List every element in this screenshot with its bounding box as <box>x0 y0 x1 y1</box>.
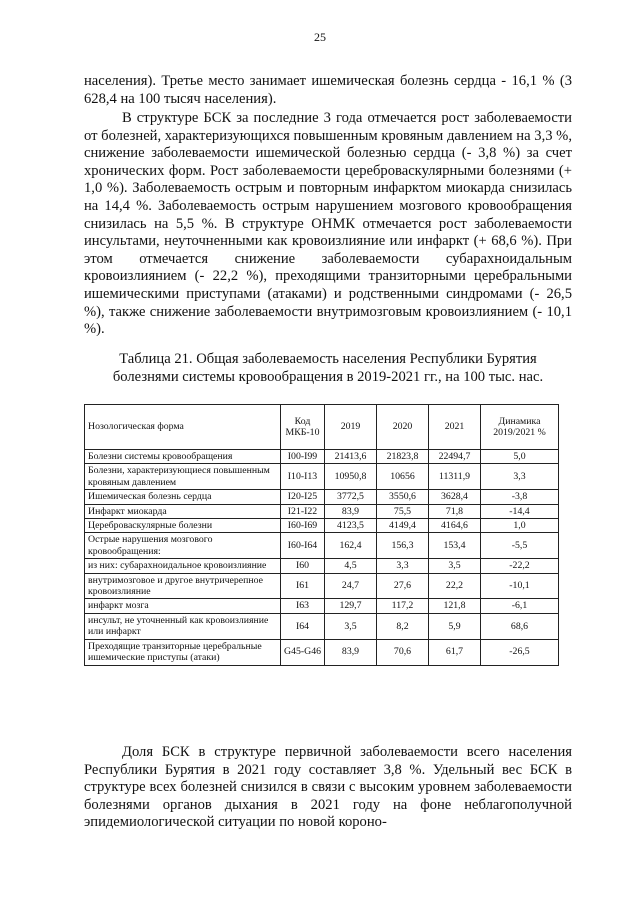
cell-2020: 3550,6 <box>377 490 429 504</box>
cell-dynamics: 68,6 <box>481 613 559 639</box>
cell-2020: 156,3 <box>377 533 429 559</box>
morbidity-table <box>84 404 559 666</box>
table-row <box>85 490 559 504</box>
cell-nosology: из них: субарахноидальное кровоизлияние <box>85 559 281 573</box>
table-row <box>85 533 559 559</box>
table-row <box>85 504 559 518</box>
cell-nosology: Ишемическая болезнь сердца <box>85 490 281 504</box>
header-2019: 2019 <box>325 405 377 450</box>
cell-nosology: Инфаркт миокарда <box>85 504 281 518</box>
cell-icd-code: I20-I25 <box>281 490 325 504</box>
cell-dynamics: -10,1 <box>481 573 559 599</box>
table-caption-line-1: Таблица 21. Общая заболеваемость населения Республики Бурятия <box>119 351 537 367</box>
cell-nosology: инсульт, не уточненный как кровоизлияние или инфаркт <box>85 613 281 639</box>
paragraph-bsk-share: Доля БСК в структуре первичной заболеваемости всего населения Республики Бурятия в 2021 году составляет 3,8 %. Удельный вес БСК в структуре всех болезней снизился в связи с высоким уровнем заболеваемости болезнями органов дыхания в 2021 году на фоне неблагополучной эпидемиологической ситуации по новой короно- <box>84 744 572 831</box>
cell-2019: 3,5 <box>325 613 377 639</box>
cell-2020: 4149,4 <box>377 519 429 533</box>
cell-2020: 75,5 <box>377 504 429 518</box>
cell-nosology: внутримозговое и другое внутричерепное кровоизлияние <box>85 573 281 599</box>
cell-dynamics: -5,5 <box>481 533 559 559</box>
cell-2021: 22,2 <box>429 573 481 599</box>
header-2021: 2021 <box>429 405 481 450</box>
cell-2020: 117,2 <box>377 599 429 613</box>
cell-dynamics: 3,3 <box>481 464 559 490</box>
cell-dynamics: -14,4 <box>481 504 559 518</box>
paragraph-intro: населения). Третье место занимает ишемическая болезнь сердца - 16,1 % (3 628,4 на 100 тысяч населения). <box>84 73 572 107</box>
cell-nosology: Преходящие транзиторные церебральные ишемические приступы (атаки) <box>85 639 281 665</box>
table-row <box>85 639 559 665</box>
cell-icd-code: I60-I69 <box>281 519 325 533</box>
cell-2021: 4164,6 <box>429 519 481 533</box>
cell-dynamics: 5,0 <box>481 450 559 464</box>
table-caption <box>84 351 572 386</box>
cell-2020: 8,2 <box>377 613 429 639</box>
cell-2019: 83,9 <box>325 504 377 518</box>
cell-dynamics: -26,5 <box>481 639 559 665</box>
table-header-row <box>85 405 559 450</box>
header-dynamics: Динамика 2019/2021 % <box>481 405 559 450</box>
table-row <box>85 450 559 464</box>
cell-icd-code: I00-I99 <box>281 450 325 464</box>
cell-dynamics: -6,1 <box>481 599 559 613</box>
table-row <box>85 573 559 599</box>
table-row <box>85 613 559 639</box>
cell-icd-code: I64 <box>281 613 325 639</box>
cell-icd-code: I60-I64 <box>281 533 325 559</box>
cell-nosology: инфаркт мозга <box>85 599 281 613</box>
cell-nosology: Цереброваскулярные болезни <box>85 519 281 533</box>
cell-2021: 3,5 <box>429 559 481 573</box>
cell-2020: 21823,8 <box>377 450 429 464</box>
cell-2019: 3772,5 <box>325 490 377 504</box>
cell-2021: 3628,4 <box>429 490 481 504</box>
cell-2020: 10656 <box>377 464 429 490</box>
cell-2019: 129,7 <box>325 599 377 613</box>
header-2020: 2020 <box>377 405 429 450</box>
cell-nosology: Острые нарушения мозгового кровообращения: <box>85 533 281 559</box>
cell-nosology: Болезни, характеризующиеся повышенным кровяным давлением <box>85 464 281 490</box>
cell-2021: 5,9 <box>429 613 481 639</box>
table-row <box>85 559 559 573</box>
cell-2019: 21413,6 <box>325 450 377 464</box>
cell-2019: 83,9 <box>325 639 377 665</box>
cell-nosology: Болезни системы кровообращения <box>85 450 281 464</box>
cell-icd-code: I61 <box>281 573 325 599</box>
cell-dynamics: -3,8 <box>481 490 559 504</box>
cell-2021: 61,7 <box>429 639 481 665</box>
cell-icd-code: G45-G46 <box>281 639 325 665</box>
cell-icd-code: I21-I22 <box>281 504 325 518</box>
table-row <box>85 464 559 490</box>
cell-2019: 162,4 <box>325 533 377 559</box>
cell-2021: 71,8 <box>429 504 481 518</box>
page-number: 25 <box>314 30 326 44</box>
cell-icd-code: I60 <box>281 559 325 573</box>
cell-2021: 22494,7 <box>429 450 481 464</box>
cell-2019: 4,5 <box>325 559 377 573</box>
cell-2020: 70,6 <box>377 639 429 665</box>
cell-2021: 153,4 <box>429 533 481 559</box>
cell-2020: 27,6 <box>377 573 429 599</box>
cell-dynamics: 1,0 <box>481 519 559 533</box>
paragraph-bsk-structure: В структуре БСК за последние 3 года отмечается рост заболеваемости от болезней, характеризующихся повышенным кровяным давлением на 3,3 %, снижение заболеваемости ишемической болезнью сердца (- 3,8 %) за счет хронических форм. Рост заболеваемости цереброваскулярными болезнями (+ 1,0 %). Заболеваемость острым и повторным инфарктом миокарда снизилась на 14,4 %. Заболеваемость острым нарушением мозгового кровообращения снизилась на 5,5 %. В структуре ОНМК отмечается рост заболеваемости инсультами, неуточненными как кровоизлияние или инфаркт (+ 68,6 %). При этом отмечается снижение заболеваемости субарахноидальным кровоизлиянием (- 22,2 %), преходящими транзиторными церебральными ишемическими приступами (атаками) и родственными синдромами (- 26,5 %), также снижение заболеваемости внутримозговым кровоизлиянием (- 10,1 %). <box>84 110 572 338</box>
cell-icd-code: I63 <box>281 599 325 613</box>
cell-2019: 4123,5 <box>325 519 377 533</box>
table-caption-line-2: болезнями системы кровообращения в 2019-2021 гг., на 100 тыс. нас. <box>112 368 544 385</box>
table-row <box>85 599 559 613</box>
cell-2021: 11311,9 <box>429 464 481 490</box>
cell-icd-code: I10-I13 <box>281 464 325 490</box>
cell-2019: 24,7 <box>325 573 377 599</box>
cell-2021: 121,8 <box>429 599 481 613</box>
cell-2020: 3,3 <box>377 559 429 573</box>
header-icd-code: Код МКБ-10 <box>281 405 325 450</box>
cell-dynamics: -22,2 <box>481 559 559 573</box>
header-nosology: Нозологическая форма <box>85 405 281 450</box>
cell-2019: 10950,8 <box>325 464 377 490</box>
table-row <box>85 519 559 533</box>
